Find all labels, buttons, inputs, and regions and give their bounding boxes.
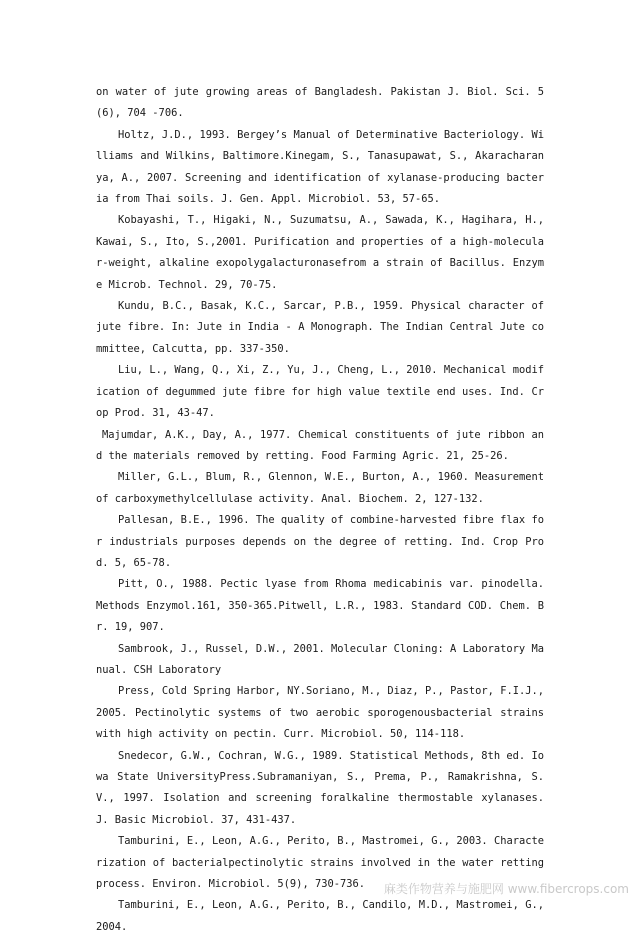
reference-entry: on water of jute growing areas of Bangladesh. Pakistan J. Biol. Sci. 5 (6), 704 -706. (96, 86, 544, 120)
reference-entry: Tamburini, E., Leon, A.G., Perito, B., Mastromei, G., 2003. Characterization of bacterialpectinolytic strains involved in the water retting process. Environ. Microbiol. 5(9), 730-736. (96, 835, 544, 891)
reference-entry: Pallesan, B.E., 1996. The quality of combine-harvested fibre flax for industrials purposes depends on the degree of retting. Ind. Crop Prod. 5, 65-78. (96, 514, 544, 569)
site-watermark: 麻类作物营养与施肥网 www.fibercrops.com (383, 882, 629, 896)
reference-entry: Miller, G.L., Blum, R., Glennon, W.E., Burton, A., 1960. Measurement of carboxymethylcellulase activity. Anal. Biochem. 2, 127-132. (96, 471, 544, 505)
reference-entry: Snedecor, G.W., Cochran, W.G., 1989. Statistical Methods, 8th ed. Iowa State UniversityPress.Subramaniyan, S., Prema, P., Ramakrishna, S.V., 1997. Isolation and screening foralkaline thermostable xylanases. J. Basic Microbiol. 37, 431-437. (96, 749, 544, 826)
reference-entry: Liu, L., Wang, Q., Xi, Z., Yu, J., Cheng, L., 2010. Mechanical modification of degummed jute fibre for high value textile end uses. Ind. Crop Prod. 31, 43-47. (96, 364, 544, 420)
reference-entry: Kobayashi, T., Higaki, N., Suzumatsu, A., Sawada, K., Hagihara, H., Kawai, S., Ito, S.,2001. Purification and properties of a high-molecular-weight, alkaline exopolygalacturonasefrom a strain of Bacillus. Enzyme Microb. Technol. 29, 70-75. (96, 214, 544, 291)
reference-list (96, 82, 544, 938)
reference-entry: Sambrook, J., Russel, D.W., 2001. Molecular Cloning: A Laboratory Manual. CSH Laboratory (96, 642, 544, 676)
reference-entry: Press, Cold Spring Harbor, NY.Soriano, M., Diaz, P., Pastor, F.I.J., 2005. Pectinolytic systems of two aerobic sporogenousbacterial strains with high activity on pectin. Curr. Microbiol. 50, 114-118. (96, 685, 544, 741)
reference-entry: Majumdar, A.K., Day, A., 1977. Chemical constituents of jute ribbon and the materials removed by retting. Food Farming Agric. 21, 25-26. (96, 428, 544, 462)
reference-entry: Holtz, J.D., 1993. Bergey’s Manual of Determinative Bacteriology. Williams and Wilkins, Baltimore.Kinegam, S., Tanasupawat, S., Akaracharanya, A., 2007. Screening and identification of xylanase-producing bacteria from Thai soils. J. Gen. Appl. Microbiol. 53, 57-65. (96, 128, 544, 206)
reference-entry: Pitt, O., 1988. Pectic lyase from Rhoma medicabinis var. pinodella. Methods Enzymol.161, 350-365.Pitwell, L.R., 1983. Standard COD. Chem. Br. 19, 907. (96, 578, 544, 634)
reference-entry: Tamburini, E., Leon, A.G., Perito, B., Candilo, M.D., Mastromei, G., 2004. (96, 899, 544, 933)
reference-entry: Kundu, B.C., Basak, K.C., Sarcar, P.B., 1959. Physical character of jute fibre. In: Jute in India - A Monograph. The Indian Central Jute committee, Calcutta, pp. 337-350. (96, 300, 544, 355)
